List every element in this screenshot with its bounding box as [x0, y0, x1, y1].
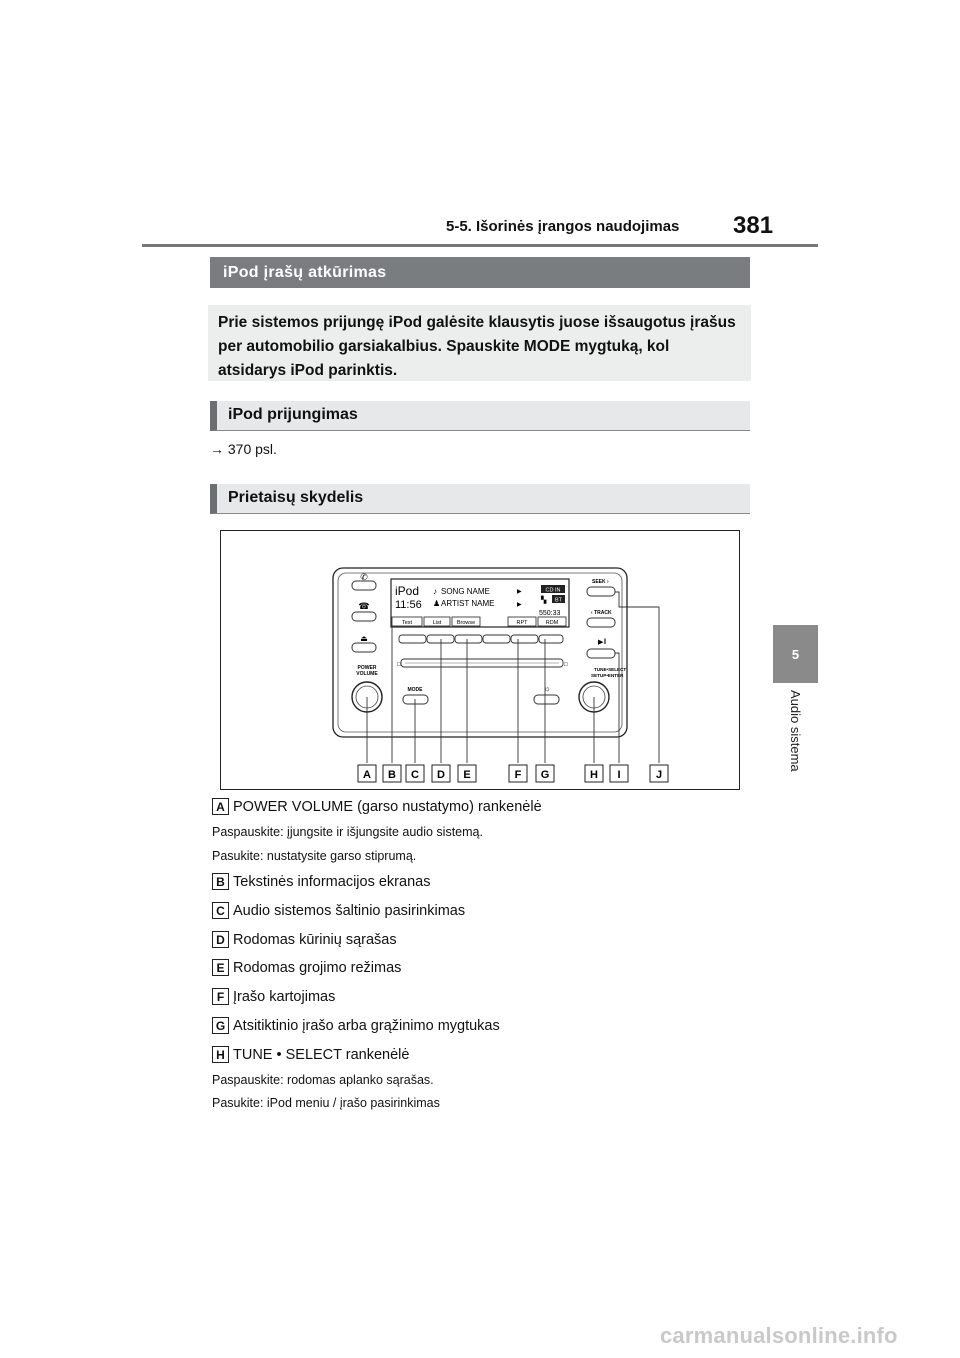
callout-e: E	[463, 769, 471, 781]
bt-text: BT	[554, 597, 563, 604]
callout-c: C	[411, 769, 419, 781]
item-text: TUNE • SELECT rankenėlė	[233, 1046, 410, 1063]
seek-button	[587, 587, 615, 596]
seek-label: SEEK ›	[592, 579, 609, 585]
section-title-connect: iPod prijungimas	[210, 401, 750, 431]
tab-browse: Browse	[456, 620, 476, 626]
eject-icon: ⏏	[360, 634, 368, 643]
mode-button	[403, 695, 428, 704]
item-g	[212, 1017, 500, 1034]
phone-icon: ✆	[360, 572, 368, 582]
tab-list: List	[432, 620, 442, 626]
item-e	[212, 959, 401, 976]
display-artist: ARTIST NAME	[441, 599, 495, 608]
item-text: POWER VOLUME (garso nustatymo) rankenėlė	[233, 798, 542, 815]
item-c	[212, 902, 465, 919]
item-label: H	[212, 1046, 229, 1063]
callout-a: A	[363, 769, 371, 781]
display-song: SONG NAME	[441, 587, 490, 596]
callout-h: H	[590, 769, 598, 781]
cd-in-text: CD IN	[545, 587, 561, 594]
display-tabs	[392, 617, 566, 626]
callout-labels	[358, 765, 668, 782]
signal-icon: ▚	[541, 597, 547, 604]
tab-text: Text	[401, 620, 413, 626]
setup-button	[534, 695, 559, 704]
audio-panel-illustration	[221, 531, 739, 789]
item-label: C	[212, 902, 229, 919]
arrow-icon: ▶	[517, 589, 522, 595]
item-h	[212, 1046, 409, 1063]
sun-icon: ☼	[543, 684, 551, 693]
item-f	[212, 988, 335, 1005]
item-d	[212, 931, 397, 948]
header-divider	[142, 244, 818, 247]
item-note: Paspauskite: rodomas aplanko sąrašas.	[212, 1073, 434, 1087]
display-counter: 550:33	[539, 610, 561, 617]
item-text: Atsitiktinio įrašo arba grąžinimo mygtukas	[233, 1017, 500, 1034]
item-label: A	[212, 798, 229, 815]
tune-label: TUNE•SELECT	[594, 667, 627, 672]
item-text: Tekstinės informacijos ekranas	[233, 873, 431, 890]
hangup-icon: ☎	[358, 601, 370, 611]
item-a	[212, 798, 542, 815]
svg-text:SETUP•ENTER: SETUP•ENTER	[591, 673, 624, 678]
main-heading: iPod įrašų atkūrimas	[210, 257, 750, 288]
item-text: Įrašo kartojimas	[233, 988, 336, 1005]
item-label: B	[212, 873, 229, 890]
item-label: G	[212, 1017, 229, 1034]
slot-mark: □	[564, 662, 568, 668]
mode-label: MODE	[407, 687, 423, 693]
item-text: Rodomas kūrinių sąrašas	[233, 931, 397, 948]
svg-text:VOLUME: VOLUME	[356, 671, 378, 677]
callout-b: B	[388, 769, 396, 781]
track-label: ‹ TRACK	[591, 610, 612, 616]
play-pause-button	[587, 649, 615, 658]
section-header: 5-5. Išorinės įrangos naudojimas	[446, 218, 680, 235]
track-button	[587, 618, 615, 627]
music-note-icon: ♪	[433, 587, 437, 596]
audio-panel-figure	[220, 530, 740, 790]
callout-g: G	[540, 769, 550, 781]
person-icon: ♟	[433, 599, 441, 608]
callout-d: D	[437, 769, 445, 781]
display-time: 11:56	[395, 599, 422, 611]
tab-rpt: RPT	[516, 620, 528, 626]
intro-box: Prie sistemos prijungę iPod galėsite klausytis juose išsaugotus įrašus per automobilio garsiakalbius. Spauskite MODE mygtuką, kol atsidarys iPod parinktis.	[208, 305, 751, 381]
power-label: POWER	[357, 665, 377, 671]
watermark[interactable]: carmanualsonline.info	[660, 1323, 898, 1348]
callout-i: I	[617, 769, 621, 781]
page-number: 381	[733, 212, 774, 239]
item-note: Paspauskite: įjungsite ir išjungsite audio sistemą.	[212, 825, 483, 839]
chapter-tab: 5	[773, 625, 818, 683]
display-source: iPod	[395, 584, 420, 598]
page-reference: → 370 psl.	[210, 441, 277, 457]
play-pause-icon: ▶‖	[598, 639, 607, 646]
item-note: Pasukite: iPod meniu / įrašo pasirinkimas	[212, 1096, 440, 1110]
callout-f: F	[514, 769, 522, 781]
chapter-label: Audio sistema	[788, 690, 803, 772]
item-label: D	[212, 931, 229, 948]
item-note: Pasukite: nustatysite garso stiprumą.	[212, 849, 417, 863]
item-text: Audio sistemos šaltinio pasirinkimas	[233, 902, 466, 919]
item-text: Rodomas grojimo režimas	[233, 959, 402, 976]
slot-mark: □	[397, 662, 401, 668]
item-label: F	[212, 988, 229, 1005]
item-b	[212, 873, 430, 890]
preset-buttons	[399, 635, 563, 643]
tab-rdm: RDM	[545, 620, 559, 626]
callout-j: J	[655, 769, 663, 781]
item-label: E	[212, 959, 229, 976]
arrow-icon: ▶	[517, 602, 522, 608]
section-title-panel: Prietaisų skydelis	[210, 484, 750, 514]
